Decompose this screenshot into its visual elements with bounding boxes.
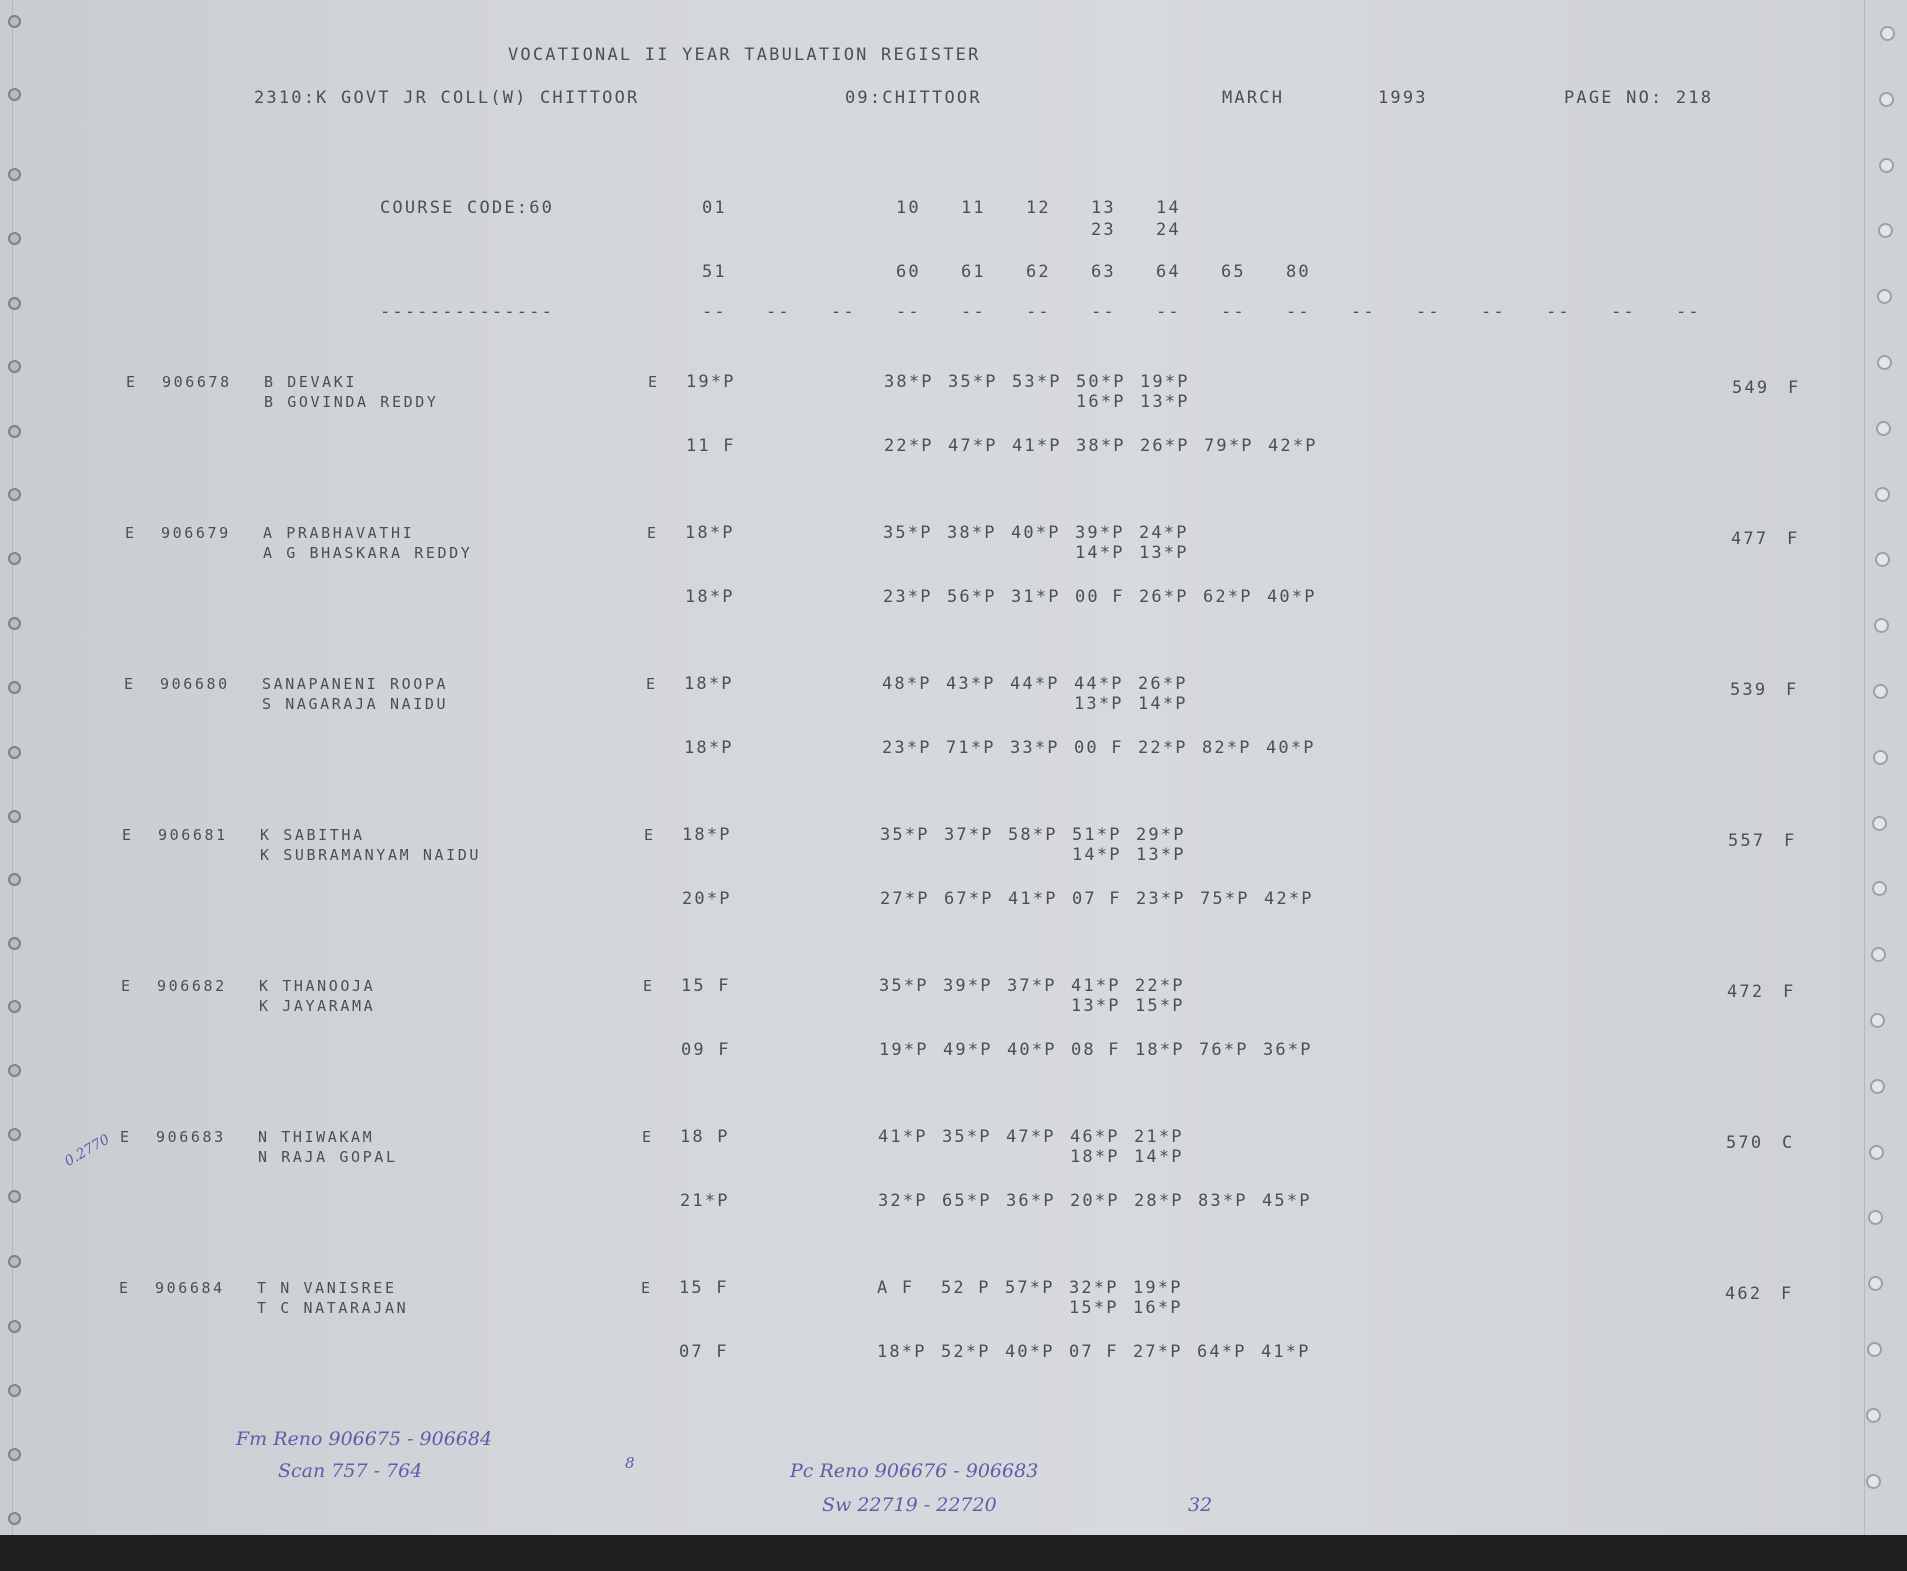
first-year-subject-mark: 19*P (1140, 372, 1190, 392)
second-year-subject-mark: 08 F (1071, 1040, 1121, 1060)
right-perforation-hole (1867, 1342, 1882, 1357)
student-name: SANAPANENI ROOPA (262, 675, 449, 693)
left-perforation-hole (8, 297, 21, 310)
second-year-subject-mark: 00 F (1074, 738, 1124, 758)
first-year-language-mark: 15 F (679, 1278, 729, 1298)
first-year-subject-mark: 58*P (1008, 825, 1058, 845)
second-year-subject-mark: 36*P (1263, 1040, 1313, 1060)
second-year-subject-mark: 19*P (879, 1040, 929, 1060)
column-divider-dash: -- (1611, 302, 1636, 322)
first-year-subject-mark: A F (877, 1278, 915, 1298)
course-column-code: 60 (896, 262, 921, 282)
left-perforation-hole (8, 88, 21, 101)
second-year-subject-mark: 23*P (883, 587, 933, 607)
second-year-subject-mark: 76*P (1199, 1040, 1249, 1060)
course-column-code: 13 (1091, 198, 1116, 218)
first-year-subject-mark: 15*P (1069, 1298, 1119, 1318)
first-year-subject-mark: 35*P (883, 523, 933, 543)
first-year-subject-mark: 14*P (1134, 1147, 1184, 1167)
second-year-subject-mark: 40*P (1005, 1342, 1055, 1362)
first-year-subject-mark: 15*P (1135, 996, 1185, 1016)
record-mark: E (125, 524, 137, 542)
column-divider-dash: -- (831, 302, 856, 322)
right-perforation-hole (1869, 1145, 1884, 1160)
roll-number: 906683 (156, 1128, 226, 1146)
student-name: K SABITHA (260, 826, 365, 844)
record-mark: E (121, 977, 133, 995)
exam-month: MARCH (1222, 88, 1285, 108)
second-year-subject-mark: 00 F (1075, 587, 1125, 607)
left-perforation-hole (8, 1448, 21, 1461)
grand-total: 462 (1725, 1284, 1763, 1304)
right-perforation-hole (1876, 421, 1891, 436)
course-column-code: 80 (1286, 262, 1311, 282)
course-column-code: 24 (1156, 220, 1181, 240)
father-name: K SUBRAMANYAM NAIDU (260, 846, 481, 864)
grand-total: 557 (1728, 831, 1766, 851)
handwritten-note-right-2: Sw 22719 - 22720 (822, 1494, 997, 1516)
right-perforation-hole (1875, 552, 1890, 567)
right-tear-line (1864, 0, 1865, 1535)
first-year-subject-mark: 35*P (948, 372, 998, 392)
course-column-code: 11 (961, 198, 986, 218)
medium-code: E (644, 826, 656, 844)
left-perforation-hole (8, 810, 21, 823)
first-year-subject-mark: 24*P (1139, 523, 1189, 543)
first-year-subject-mark: 26*P (1138, 674, 1188, 694)
left-perforation-hole (8, 1384, 21, 1397)
second-year-subject-mark: 23*P (1136, 889, 1186, 909)
father-name: A G BHASKARA REDDY (263, 544, 473, 562)
scanner-background (0, 1535, 1907, 1571)
right-perforation-hole (1866, 1474, 1881, 1489)
right-perforation-hole (1870, 1013, 1885, 1028)
column-divider-dash: -- (1286, 302, 1311, 322)
column-divider-dash: -- (961, 302, 986, 322)
column-divider-dash: -- (1416, 302, 1441, 322)
course-code: COURSE CODE:60 (380, 198, 555, 218)
first-year-subject-mark: 53*P (1012, 372, 1062, 392)
register-title: VOCATIONAL II YEAR TABULATION REGISTER (508, 45, 981, 65)
first-year-subject-mark: 43*P (946, 674, 996, 694)
handwritten-note-left-count: 8 (625, 1454, 635, 1472)
right-perforation-hole (1872, 816, 1887, 831)
roll-number: 906684 (155, 1279, 225, 1297)
first-year-subject-mark: 13*P (1139, 543, 1189, 563)
second-year-subject-mark: 28*P (1134, 1191, 1184, 1211)
second-year-subject-mark: 79*P (1204, 436, 1254, 456)
right-perforation-hole (1879, 158, 1894, 173)
second-year-subject-mark: 71*P (946, 738, 996, 758)
left-perforation-hole (8, 746, 21, 759)
student-name: K THANOOJA (259, 977, 376, 995)
second-year-subject-mark: 41*P (1008, 889, 1058, 909)
result-code: C (1782, 1133, 1795, 1153)
course-column-code: 63 (1091, 262, 1116, 282)
second-year-subject-mark: 41*P (1261, 1342, 1311, 1362)
column-divider-dash: -- (1546, 302, 1571, 322)
left-perforation-hole (8, 552, 21, 565)
first-year-subject-mark: 40*P (1011, 523, 1061, 543)
column-divider-dash: -- (1481, 302, 1506, 322)
second-year-subject-mark: 31*P (1011, 587, 1061, 607)
medium-code: E (647, 524, 659, 542)
result-code: F (1781, 1284, 1794, 1304)
second-year-subject-mark: 56*P (947, 587, 997, 607)
left-perforation-hole (8, 681, 21, 694)
first-year-language-mark: 18*P (684, 674, 734, 694)
first-year-subject-mark: 41*P (878, 1127, 928, 1147)
grand-total: 539 (1730, 680, 1768, 700)
medium-code: E (643, 977, 655, 995)
left-perforation-hole (8, 15, 21, 28)
roll-number: 906682 (157, 977, 227, 995)
left-perforation-hole (8, 488, 21, 501)
course-column-code: 12 (1026, 198, 1051, 218)
first-year-subject-mark: 18*P (1070, 1147, 1120, 1167)
left-perforation-hole (8, 1064, 21, 1077)
first-year-subject-mark: 35*P (879, 976, 929, 996)
right-perforation-hole (1875, 487, 1890, 502)
medium-code: E (641, 1279, 653, 1297)
second-year-subject-mark: 49*P (943, 1040, 993, 1060)
second-year-subject-mark: 42*P (1268, 436, 1318, 456)
record-mark: E (119, 1279, 131, 1297)
roll-number: 906680 (160, 675, 230, 693)
second-year-language-mark: 18*P (685, 587, 735, 607)
second-year-subject-mark: 36*P (1006, 1191, 1056, 1211)
first-year-subject-mark: 16*P (1076, 392, 1126, 412)
course-subject-code-a: 01 (702, 198, 727, 218)
second-year-subject-mark: 18*P (1135, 1040, 1185, 1060)
grand-total: 549 (1732, 378, 1770, 398)
left-perforation-hole (8, 873, 21, 886)
second-year-subject-mark: 42*P (1264, 889, 1314, 909)
second-year-subject-mark: 07 F (1072, 889, 1122, 909)
first-year-subject-mark: 37*P (944, 825, 994, 845)
second-year-subject-mark: 52*P (941, 1342, 991, 1362)
first-year-subject-mark: 32*P (1069, 1278, 1119, 1298)
course-column-code: 10 (896, 198, 921, 218)
left-perforation-hole (8, 1320, 21, 1333)
left-perforation-hole (8, 937, 21, 950)
first-year-language-mark: 15 F (681, 976, 731, 996)
page-number: PAGE NO: 218 (1564, 88, 1714, 108)
course-column-code: 23 (1091, 220, 1116, 240)
first-year-subject-mark: 13*P (1140, 392, 1190, 412)
first-year-subject-mark: 41*P (1071, 976, 1121, 996)
father-name: T C NATARAJAN (257, 1299, 409, 1317)
course-subject-code-b: 51 (702, 262, 727, 282)
column-divider-dash: -- (1156, 302, 1181, 322)
student-name: T N VANISREE (257, 1279, 397, 1297)
exam-year: 1993 (1378, 88, 1428, 108)
column-divider-dash: -- (702, 302, 727, 322)
student-name: A PRABHAVATHI (263, 524, 415, 542)
first-year-subject-mark: 39*P (1075, 523, 1125, 543)
second-year-language-mark: 07 F (679, 1342, 729, 1362)
handwritten-note-left-1: Fm Reno 906675 - 906684 (236, 1428, 493, 1450)
first-year-subject-mark: 14*P (1138, 694, 1188, 714)
first-year-subject-mark: 50*P (1076, 372, 1126, 392)
course-column-code: 62 (1026, 262, 1051, 282)
first-year-subject-mark: 48*P (882, 674, 932, 694)
grand-total: 570 (1726, 1133, 1764, 1153)
medium-code: E (648, 373, 660, 391)
second-year-subject-mark: 07 F (1069, 1342, 1119, 1362)
first-year-subject-mark: 44*P (1074, 674, 1124, 694)
right-perforation-hole (1872, 881, 1887, 896)
college-name: 2310:K GOVT JR COLL(W) CHITTOOR (254, 88, 640, 108)
second-year-subject-mark: 75*P (1200, 889, 1250, 909)
grand-total: 477 (1731, 529, 1769, 549)
father-name: B GOVINDA REDDY (264, 393, 439, 411)
left-perforation-hole (8, 1128, 21, 1141)
right-perforation-hole (1871, 947, 1886, 962)
second-year-language-mark: 18*P (684, 738, 734, 758)
second-year-subject-mark: 40*P (1007, 1040, 1057, 1060)
father-name: N RAJA GOPAL (258, 1148, 398, 1166)
first-year-subject-mark: 22*P (1135, 976, 1185, 996)
first-year-subject-mark: 47*P (1006, 1127, 1056, 1147)
first-year-subject-mark: 37*P (1007, 976, 1057, 996)
second-year-subject-mark: 82*P (1202, 738, 1252, 758)
result-code: F (1784, 831, 1797, 851)
left-perforation-hole (8, 1190, 21, 1203)
right-perforation-hole (1866, 1408, 1881, 1423)
first-year-subject-mark: 21*P (1134, 1127, 1184, 1147)
first-year-language-mark: 18 P (680, 1127, 730, 1147)
district-name: 09:CHITTOOR (845, 88, 982, 108)
margin-handwritten-note: 0.2770 (62, 1131, 113, 1170)
second-year-subject-mark: 27*P (1133, 1342, 1183, 1362)
left-perforation-hole (8, 360, 21, 373)
first-year-subject-mark: 14*P (1072, 845, 1122, 865)
result-code: F (1783, 982, 1796, 1002)
course-column-code: 64 (1156, 262, 1181, 282)
left-perforation-hole (8, 232, 21, 245)
right-perforation-hole (1878, 223, 1893, 238)
second-year-subject-mark: 47*P (948, 436, 998, 456)
first-year-subject-mark: 13*P (1136, 845, 1186, 865)
left-perforation-hole (8, 1255, 21, 1268)
column-divider-dash: -- (1676, 302, 1701, 322)
second-year-subject-mark: 38*P (1076, 436, 1126, 456)
first-year-subject-mark: 35*P (880, 825, 930, 845)
header-divider: -------------- (380, 302, 555, 322)
first-year-language-mark: 19*P (686, 372, 736, 392)
second-year-language-mark: 21*P (680, 1191, 730, 1211)
second-year-subject-mark: 26*P (1140, 436, 1190, 456)
right-perforation-hole (1868, 1210, 1883, 1225)
first-year-subject-mark: 52 P (941, 1278, 991, 1298)
first-year-subject-mark: 13*P (1074, 694, 1124, 714)
second-year-subject-mark: 18*P (877, 1342, 927, 1362)
left-perforation-hole (8, 425, 21, 438)
first-year-subject-mark: 35*P (942, 1127, 992, 1147)
second-year-subject-mark: 41*P (1012, 436, 1062, 456)
father-name: S NAGARAJA NAIDU (262, 695, 449, 713)
father-name: K JAYARAMA (259, 997, 376, 1015)
column-divider-dash: -- (896, 302, 921, 322)
second-year-subject-mark: 62*P (1203, 587, 1253, 607)
left-perforation-hole (8, 1000, 21, 1013)
roll-number: 906681 (158, 826, 228, 844)
student-name: N THIWAKAM (258, 1128, 375, 1146)
grand-total: 472 (1727, 982, 1765, 1002)
first-year-subject-mark: 38*P (884, 372, 934, 392)
roll-number: 906678 (162, 373, 232, 391)
first-year-language-mark: 18*P (682, 825, 732, 845)
left-perforation-hole (8, 617, 21, 630)
right-perforation-hole (1879, 92, 1894, 107)
handwritten-note-right-1: Pc Reno 906676 - 906683 (790, 1460, 1039, 1482)
column-divider-dash: -- (1026, 302, 1051, 322)
first-year-subject-mark: 29*P (1136, 825, 1186, 845)
first-year-subject-mark: 16*P (1133, 1298, 1183, 1318)
first-year-subject-mark: 57*P (1005, 1278, 1055, 1298)
left-perforation-hole (8, 168, 21, 181)
second-year-subject-mark: 67*P (944, 889, 994, 909)
second-year-subject-mark: 27*P (880, 889, 930, 909)
first-year-subject-mark: 13*P (1071, 996, 1121, 1016)
course-column-code: 65 (1221, 262, 1246, 282)
roll-number: 906679 (161, 524, 231, 542)
course-column-code: 61 (961, 262, 986, 282)
handwritten-note-right-count: 32 (1188, 1494, 1213, 1516)
first-year-subject-mark: 14*P (1075, 543, 1125, 563)
result-code: F (1787, 529, 1800, 549)
first-year-subject-mark: 51*P (1072, 825, 1122, 845)
second-year-subject-mark: 40*P (1267, 587, 1317, 607)
second-year-subject-mark: 45*P (1262, 1191, 1312, 1211)
first-year-language-mark: 18*P (685, 523, 735, 543)
second-year-subject-mark: 64*P (1197, 1342, 1247, 1362)
first-year-subject-mark: 19*P (1133, 1278, 1183, 1298)
column-divider-dash: -- (766, 302, 791, 322)
column-divider-dash: -- (1091, 302, 1116, 322)
column-divider-dash: -- (1221, 302, 1246, 322)
handwritten-note-left-2: Scan 757 - 764 (278, 1460, 423, 1482)
second-year-language-mark: 20*P (682, 889, 732, 909)
second-year-language-mark: 09 F (681, 1040, 731, 1060)
second-year-subject-mark: 26*P (1139, 587, 1189, 607)
second-year-language-mark: 11 F (686, 436, 736, 456)
left-tear-line (12, 0, 13, 1535)
right-perforation-hole (1868, 1276, 1883, 1291)
student-name: B DEVAKI (264, 373, 358, 391)
record-mark: E (120, 1128, 132, 1146)
record-mark: E (126, 373, 138, 391)
first-year-subject-mark: 38*P (947, 523, 997, 543)
left-perforation-hole (8, 1512, 21, 1525)
second-year-subject-mark: 23*P (882, 738, 932, 758)
column-divider-dash: -- (1351, 302, 1376, 322)
right-perforation-hole (1873, 750, 1888, 765)
right-perforation-hole (1877, 355, 1892, 370)
right-perforation-hole (1877, 289, 1892, 304)
right-perforation-hole (1874, 618, 1889, 633)
second-year-subject-mark: 22*P (1138, 738, 1188, 758)
result-code: F (1786, 680, 1799, 700)
right-perforation-hole (1870, 1079, 1885, 1094)
right-perforation-hole (1880, 26, 1895, 41)
medium-code: E (642, 1128, 654, 1146)
record-mark: E (122, 826, 134, 844)
right-perforation-hole (1873, 684, 1888, 699)
result-code: F (1788, 378, 1801, 398)
course-column-code: 14 (1156, 198, 1181, 218)
second-year-subject-mark: 33*P (1010, 738, 1060, 758)
first-year-subject-mark: 46*P (1070, 1127, 1120, 1147)
second-year-subject-mark: 40*P (1266, 738, 1316, 758)
second-year-subject-mark: 20*P (1070, 1191, 1120, 1211)
medium-code: E (646, 675, 658, 693)
second-year-subject-mark: 83*P (1198, 1191, 1248, 1211)
second-year-subject-mark: 32*P (878, 1191, 928, 1211)
second-year-subject-mark: 65*P (942, 1191, 992, 1211)
record-mark: E (124, 675, 136, 693)
first-year-subject-mark: 39*P (943, 976, 993, 996)
first-year-subject-mark: 44*P (1010, 674, 1060, 694)
second-year-subject-mark: 22*P (884, 436, 934, 456)
